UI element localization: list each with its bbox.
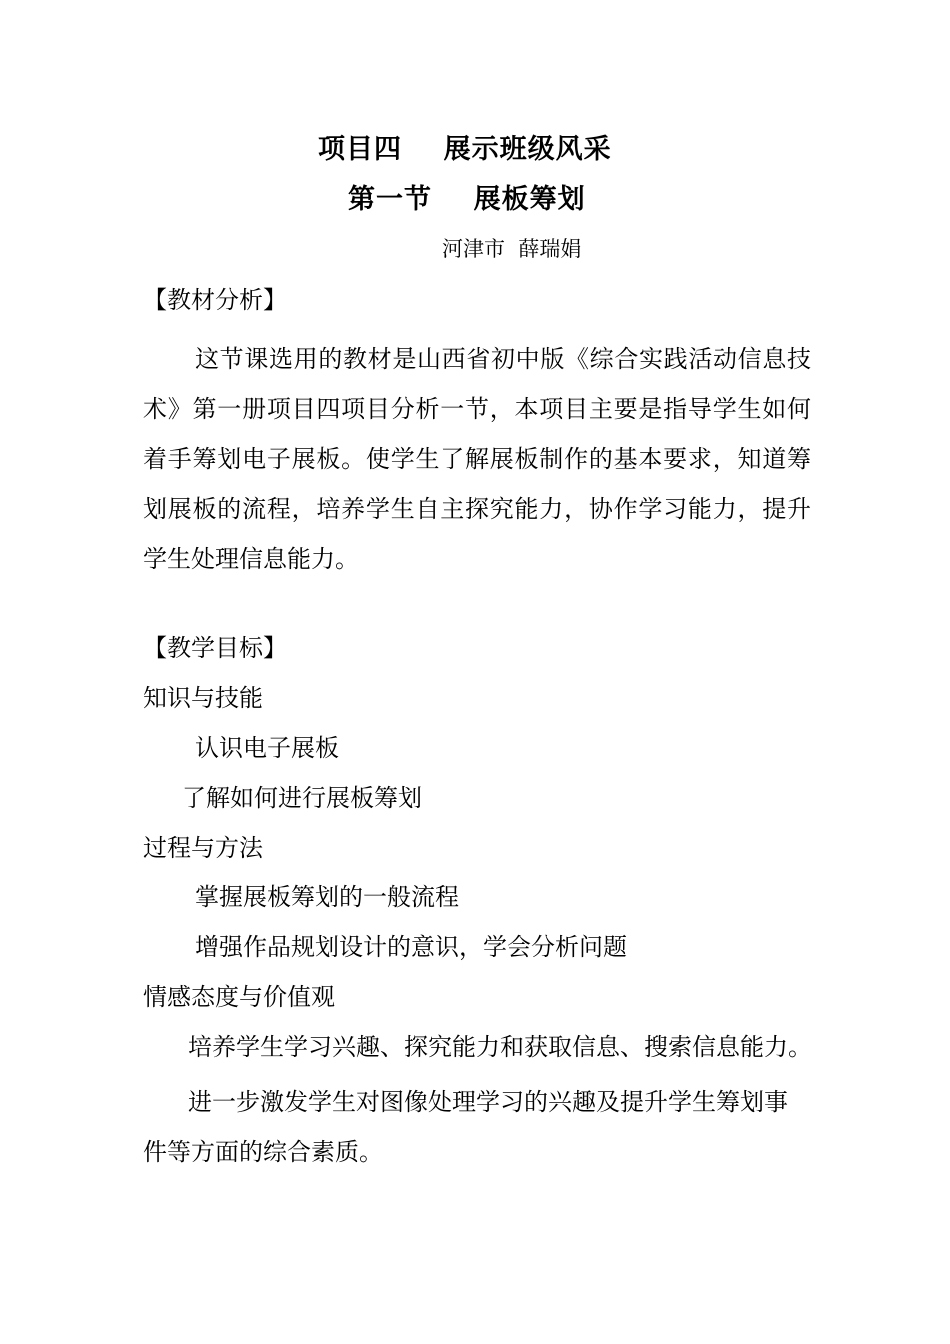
process-item: 增强作品规划设计的意识，学会分析问题 — [195, 933, 627, 961]
document-title: 项目四 展示班级风采 — [318, 134, 612, 165]
section-heading-teaching-goals: 【教学目标】 — [143, 634, 287, 662]
document-subtitle: 第一节 展板筹划 — [348, 184, 586, 215]
process-heading: 过程与方法 — [143, 834, 263, 862]
emotion-heading: 情感态度与价值观 — [143, 983, 335, 1011]
knowledge-item: 了解如何进行展板筹划 — [182, 784, 422, 812]
knowledge-item: 认识电子展板 — [195, 734, 339, 762]
material-analysis-paragraph: 这节课选用的教材是山西省初中版《综合实践活动信息技术》第一册项目四项目分析一节，本项目主要是指导学生如何着手筹划电子展板。使学生了解展板制作的基本要求，知道筹划展板的流程，培养学生自主探究能力，协作学习能力，提升学生处理信息能力。 — [143, 345, 811, 573]
knowledge-heading: 知识与技能 — [143, 684, 263, 712]
emotion-item: 培养学生学习兴趣、探究能力和获取信息、搜索信息能力。 — [188, 1033, 812, 1061]
process-item: 掌握展板筹划的一般流程 — [195, 883, 459, 911]
section-heading-material-analysis: 【教材分析】 — [143, 286, 287, 314]
author-line: 河津市 薛瑞娟 — [442, 237, 582, 261]
emotion-item: 进一步激发学生对图像处理学习的兴趣及提升学生筹划事件等方面的综合素质。 — [143, 1088, 788, 1166]
